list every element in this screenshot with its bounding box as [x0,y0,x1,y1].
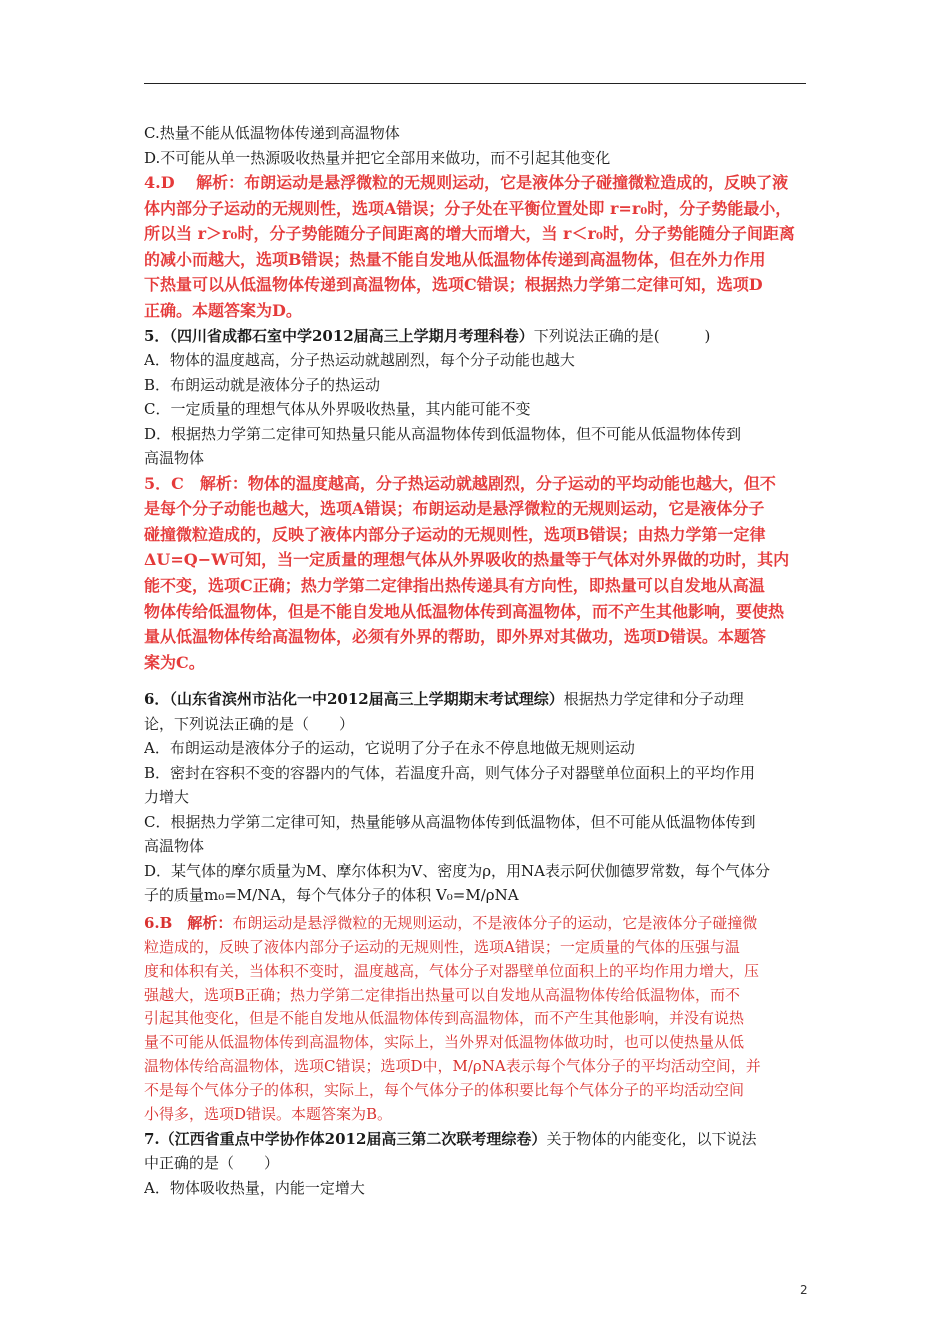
page-number: 2 [800,1283,808,1297]
question-6-source: （山东省滨州市沾化一中2012届高三上学期期末考试理综） [169,690,564,709]
question-5 [144,324,812,471]
answer-5-line: 能不变，选项C正确；热力学第二定律指出热传递具有方向性，即热量可以自发地从高温 [144,575,765,595]
question-7-text: 关于物体的内能变化，以下说法 [546,1129,757,1148]
question-7-number: 7. [144,1129,160,1148]
page-content [144,121,812,1200]
question-5-text: 下列说法正确的是( ) [533,326,711,345]
question-7-stem [144,1127,812,1152]
header-rule [144,83,806,84]
answer-5-line: 是每个分子动能也越大，选项A错误；布朗运动是悬浮微粒的无规则运动，它是液体分子 [144,499,765,519]
answer-4-line [144,170,812,196]
answer-6-line: 不是每个气体分子的体积，实际上，每个气体分子的体积要比每个气体分子的平均活动空间 [144,1081,745,1100]
question-6-option-d: D．某气体的摩尔质量为M、摩尔体积为V、密度为ρ，用NA表示阿伏伽德罗常数，每个气体分 [144,861,770,880]
question-6-option-b-cont: 力增大 [144,788,190,807]
answer-6-line: 温物体传给高温物体，选项C错误；选项D中，M/ρNA表示每个气体分子的平均活动空间，并 [144,1057,761,1076]
answer-5-text: 物体的温度越高，分子热运动就越剧烈，分子运动的平均动能也越大，但不 [247,473,776,493]
answer-4-label: 4.D 解析： [144,173,245,192]
answer-6-label: 6.B 解析： [144,913,233,932]
question-5-option-a: A．物体的温度越高，分子热运动就越剧烈，每个分子动能也越大 [144,351,575,370]
answer-6-line [144,912,812,936]
question-5-option-c: C．一定质量的理想气体从外界吸收热量，其内能可能不变 [144,400,531,419]
question-5-stem [144,324,812,349]
question-5-option-d: D．根据热力学第二定律可知热量只能从高温物体传到低温物体，但不可能从低温物体传到 [144,424,742,443]
question-6-option-a: A．布朗运动是液体分子的运动，它说明了分子在永不停息地做无规则运动 [144,739,635,758]
answer-6 [144,912,812,1127]
answer-4-line: 的减小而越大，选项B错误；热量不能自发地从低温物体传递到高温物体，但在外力作用 [144,249,766,269]
question-7 [144,1127,812,1201]
question-7-stem-cont: 中正确的是（ ） [144,1154,280,1173]
answer-5-line: 量从低温物体传给高温物体，必须有外界的帮助，即外界对其做功，选项D错误。本题答 [144,627,766,647]
question-6-option-c-cont: 高温物体 [144,837,205,856]
answer-6-line: 度和体积有关，当体积不变时，温度越高，气体分子对器壁单位面积上的平均作用力增大，压 [144,961,760,980]
answer-6-line: 量不可能从低温物体传到高温物体，实际上，当外界对低温物体做功时，也可以使热量从低 [144,1033,745,1052]
answer-4-line: 下热量可以从低温物体传递到高温物体，选项C错误；根据热力学第二定律可知，选项D [144,275,763,295]
question-6-number: 6． [144,690,170,709]
answer-5-line: 物体传给低温物体，但是不能自发地从低温物体传到高温物体，而不产生其他影响，要使热 [144,601,785,621]
question-6-text: 根据热力学定律和分子动理 [563,690,744,709]
question-6-option-d-cont: 子的质量m₀=M/NA，每个气体分子的体积 V₀=M/ρNA [144,886,519,905]
answer-5-line [144,471,812,497]
answer-5 [144,471,812,676]
question-6-stem [144,687,812,712]
question-6 [144,687,812,908]
answer-4-line: 体内部分子运动的无规则性，选项A错误；分子处在平衡位置处即 r=r₀时，分子势能最小， [144,198,792,218]
question-5-option-b: B．布朗运动就是液体分子的热运动 [144,375,381,394]
question-5-option-d-cont: 高温物体 [144,449,205,468]
question-5-source: （四川省成都石室中学2012届高三上学期月考理科卷） [169,326,534,345]
question-6-option-c: C．根据热力学第二定律可知，热量能够从高温物体传到低温物体，但不可能从低温物体传到 [144,812,756,831]
answer-4-line: 所以当 r＞r₀时，分子势能随分子间距离的增大而增大，当 r＜r₀时，分子势能随分子间距离 [144,224,795,244]
answer-5-label: 5．C 解析： [144,473,248,493]
question-7-source: （江西省重点中学协作体2012届高三第二次联考理综卷） [159,1129,547,1148]
prev-option-d: D.不可能从单一热源吸收热量并把它全部用来做功，而不引起其他变化 [144,148,611,167]
answer-5-line: 碰撞微粒造成的，反映了液体内部分子运动的无规则性，选项B错误；由热力学第一定律 [144,524,766,544]
answer-6-line: 小得多，选项D错误。本题答案为B。 [144,1105,393,1124]
spacer [144,675,812,687]
answer-6-line: 粒造成的，反映了液体内部分子运动的无规则性，选项A错误；一定质量的气体的压强与温 [144,937,740,956]
question-5-number: 5． [144,326,170,345]
answer-6-line: 强越大，选项B正确；热力学第二定律指出热量可以自发地从高温物体传给低温物体，而不 [144,985,741,1004]
answer-6-text: 布朗运动是悬浮微粒的无规则运动，不是液体分子的运动，它是液体分子碰撞微 [232,913,758,932]
answer-5-line: 案为C。 [144,652,205,672]
answer-6-line: 引起其他变化，但是不能自发地从低温物体传到高温物体，而不产生其他影响，并没有说热 [144,1009,745,1028]
question-6-option-b: B．密封在容积不变的容器内的气体，若温度升高，则气体分子对器壁单位面积上的平均作用 [144,763,756,782]
question-7-option-a: A．物体吸收热量，内能一定增大 [144,1178,365,1197]
question-6-stem-cont: 论，下列说法正确的是（ ） [144,714,355,733]
answer-4-line: 正确。本题答案为D。 [144,300,302,320]
prev-option-c: C.热量不能从低温物体传递到高温物体 [144,124,400,142]
answer-4 [144,170,812,324]
answer-4-text: 布朗运动是悬浮微粒的无规则运动，它是液体分子碰撞微粒造成的，反映了液 [244,173,789,192]
answer-5-line: ΔU=Q−W可知，当一定质量的理想气体从外界吸收的热量等于气体对外界做的功时，其内 [144,550,790,570]
